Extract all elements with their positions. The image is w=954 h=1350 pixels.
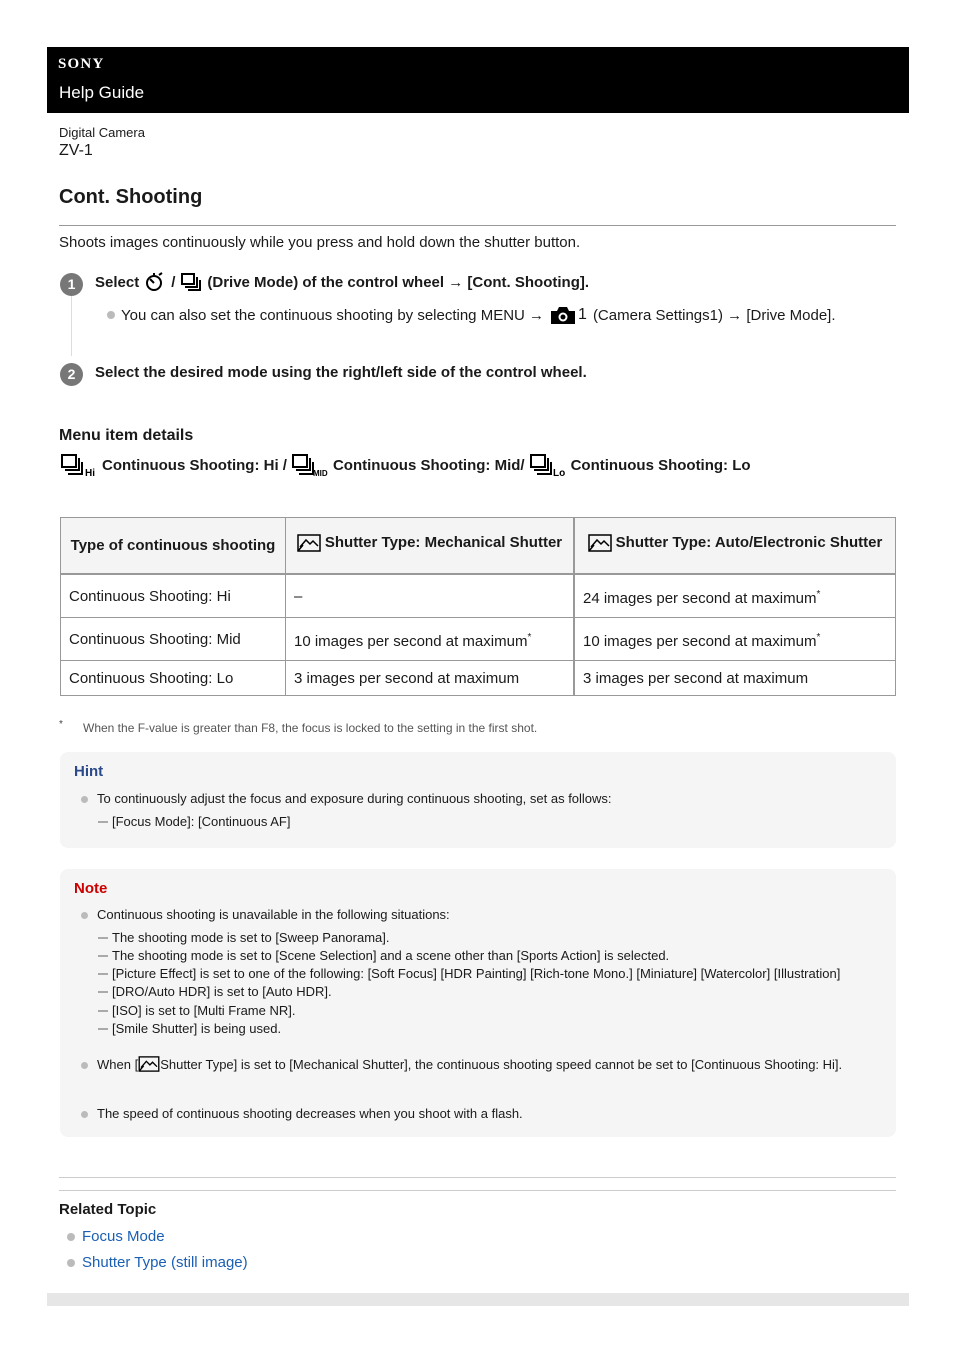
step-1-suffix: (Drive Mode) of the control wheel → [Cont. Shooting]. — [207, 273, 590, 291]
mode-list — [60, 453, 751, 477]
table-header-row — [61, 518, 896, 575]
bullet-icon — [81, 1111, 88, 1118]
footnote-mark: * — [59, 719, 63, 730]
dash-icon — [98, 1028, 108, 1030]
note-item-text: When [ Shutter Type] is set to [Mechanical Shutter], the continuous shooting speed cannot be set to [Continuous Shooting: Hi]. — [97, 1057, 843, 1072]
svg-text:Hi: Hi — [85, 468, 95, 477]
related-topic-heading: Related Topic — [59, 1201, 157, 1218]
intro-text: Shoots images continuously while you press and hold down the shutter button. — [59, 234, 581, 251]
bullet-icon — [67, 1259, 75, 1267]
title-divider — [59, 225, 896, 226]
hint-sub-text: [Focus Mode]: [Continuous AF] — [112, 814, 291, 829]
cont-shooting-lo-icon — [529, 453, 567, 477]
footer-bar — [47, 1293, 909, 1306]
sony-logo: SONY — [58, 56, 105, 72]
related-divider-top — [59, 1177, 896, 1178]
table-cell: Continuous Shooting: Lo — [61, 661, 286, 696]
hint-box — [60, 752, 896, 848]
shutter-type-icon — [138, 1056, 160, 1072]
table-cell: – — [286, 574, 575, 618]
dash-icon — [98, 973, 108, 975]
site-header — [47, 47, 909, 113]
note-title: Note — [74, 880, 108, 897]
camera-settings-number: 1 — [578, 306, 587, 323]
mode-lo-label: Continuous Shooting: Lo — [570, 456, 751, 474]
help-guide-title: Help Guide — [59, 83, 145, 102]
step-1-subnote-prefix: You can also set the continuous shooting by selecting MENU → — [121, 306, 545, 324]
step-2-number: 2 — [60, 363, 83, 386]
related-link-shutter-type[interactable]: Shutter Type (still image) — [82, 1254, 248, 1271]
note-sub-item: The shooting mode is set to [Sweep Panorama]. — [98, 930, 390, 945]
note-item-text: The speed of continuous shooting decreases when you shoot with a flash. — [97, 1106, 523, 1121]
bullet-icon — [81, 1062, 88, 1069]
step-2-label: Select the desired mode using the right/left side of the control wheel. — [95, 364, 587, 381]
cont-shooting-mid-icon — [291, 453, 329, 477]
mode-mid-label: Continuous Shooting: Mid/ — [332, 456, 525, 474]
bullet-icon — [81, 796, 88, 803]
bullet-icon — [67, 1233, 75, 1241]
mode-hi-label: Continuous Shooting: Hi / — [102, 456, 287, 474]
note-item-text: Continuous shooting is unavailable in the following situations: — [97, 907, 450, 922]
bullet-icon — [81, 912, 88, 919]
step-2-text — [95, 364, 587, 381]
svg-text:Lo: Lo — [552, 468, 565, 477]
product-category: Digital Camera — [59, 125, 145, 140]
note-sub-item: [DRO/Auto HDR] is set to [Auto HDR]. — [98, 984, 332, 999]
note-item — [81, 1056, 871, 1074]
table-cell: Continuous Shooting: Mid — [61, 618, 286, 661]
table-row — [61, 661, 896, 696]
shutter-type-icon — [297, 534, 321, 552]
svg-text:MID: MID — [312, 469, 328, 477]
table-header-electronic: Shutter Type: Auto/Electronic Shutter — [574, 518, 896, 575]
note-sub-item: The shooting mode is set to [Scene Selection] and a scene other than [Sports Action] is selected. — [98, 948, 669, 963]
note-item — [81, 907, 450, 922]
cont-shooting-hi-icon — [60, 453, 98, 477]
shutter-type-icon — [588, 534, 612, 552]
footnote-marker: * — [816, 632, 821, 643]
note-item — [81, 1106, 523, 1121]
camera-settings-icon — [550, 305, 576, 325]
footnote-text: When the F-value is greater than F8, the focus is locked to the setting in the first shot. — [83, 721, 538, 735]
step-connector — [71, 296, 72, 356]
related-link-item[interactable] — [67, 1254, 248, 1271]
table-cell: Continuous Shooting: Hi — [61, 574, 286, 618]
table-row — [61, 618, 896, 661]
table-cell: 10 images per second at maximum* — [574, 618, 896, 661]
table-cell: 10 images per second at maximum* — [286, 618, 575, 661]
table-cell: 24 images per second at maximum* — [574, 574, 896, 618]
self-timer-icon — [144, 272, 166, 292]
hint-item — [81, 791, 612, 806]
step-1-subnote — [107, 305, 836, 325]
note-sub-item: [ISO] is set to [Multi Frame NR]. — [98, 1003, 295, 1018]
table-cell: 3 images per second at maximum — [574, 661, 896, 696]
related-link-item[interactable] — [67, 1228, 165, 1245]
bullet-icon — [107, 311, 115, 319]
footnote-marker: * — [527, 632, 532, 643]
table-cell: 3 images per second at maximum — [286, 661, 575, 696]
step-1-text — [95, 272, 589, 292]
table-header-type: Type of continuous shooting — [61, 518, 286, 575]
note-sub-item: [Smile Shutter] is being used. — [98, 1021, 281, 1036]
table-header-mechanical: Shutter Type: Mechanical Shutter — [286, 518, 575, 575]
hint-sub-item — [98, 814, 290, 829]
table-row — [61, 574, 896, 618]
dash-icon — [98, 991, 108, 993]
product-model: ZV-1 — [59, 142, 93, 159]
hint-title: Hint — [74, 763, 104, 780]
continuous-drive-icon — [180, 272, 202, 292]
related-divider-bottom — [59, 1190, 896, 1191]
menu-details-heading: Menu item details — [59, 427, 194, 444]
related-link-focus-mode[interactable]: Focus Mode — [82, 1228, 165, 1245]
page-title: Cont. Shooting — [59, 186, 203, 208]
step-1-subnote-suffix: (Camera Settings1) → [Drive Mode]. — [592, 306, 836, 324]
note-box — [60, 869, 896, 1137]
step-1-prefix: Select — [95, 273, 140, 291]
dash-icon — [98, 1010, 108, 1012]
hint-item-text: To continuously adjust the focus and exposure during continuous shooting, set as follows: — [97, 791, 612, 806]
note-sub-item: [Picture Effect] is set to one of the following: [Soft Focus] [HDR Painting] [Rich-tone Mono.] [Miniature] [Watercolor] [Illustration] — [98, 966, 840, 981]
step-1-separator: / — [171, 273, 176, 291]
dash-icon — [98, 821, 108, 823]
dash-icon — [98, 955, 108, 957]
step-1-number: 1 — [60, 273, 83, 296]
footnote-marker: * — [816, 589, 821, 600]
dash-icon — [98, 937, 108, 939]
shooting-speed-table — [60, 517, 896, 696]
